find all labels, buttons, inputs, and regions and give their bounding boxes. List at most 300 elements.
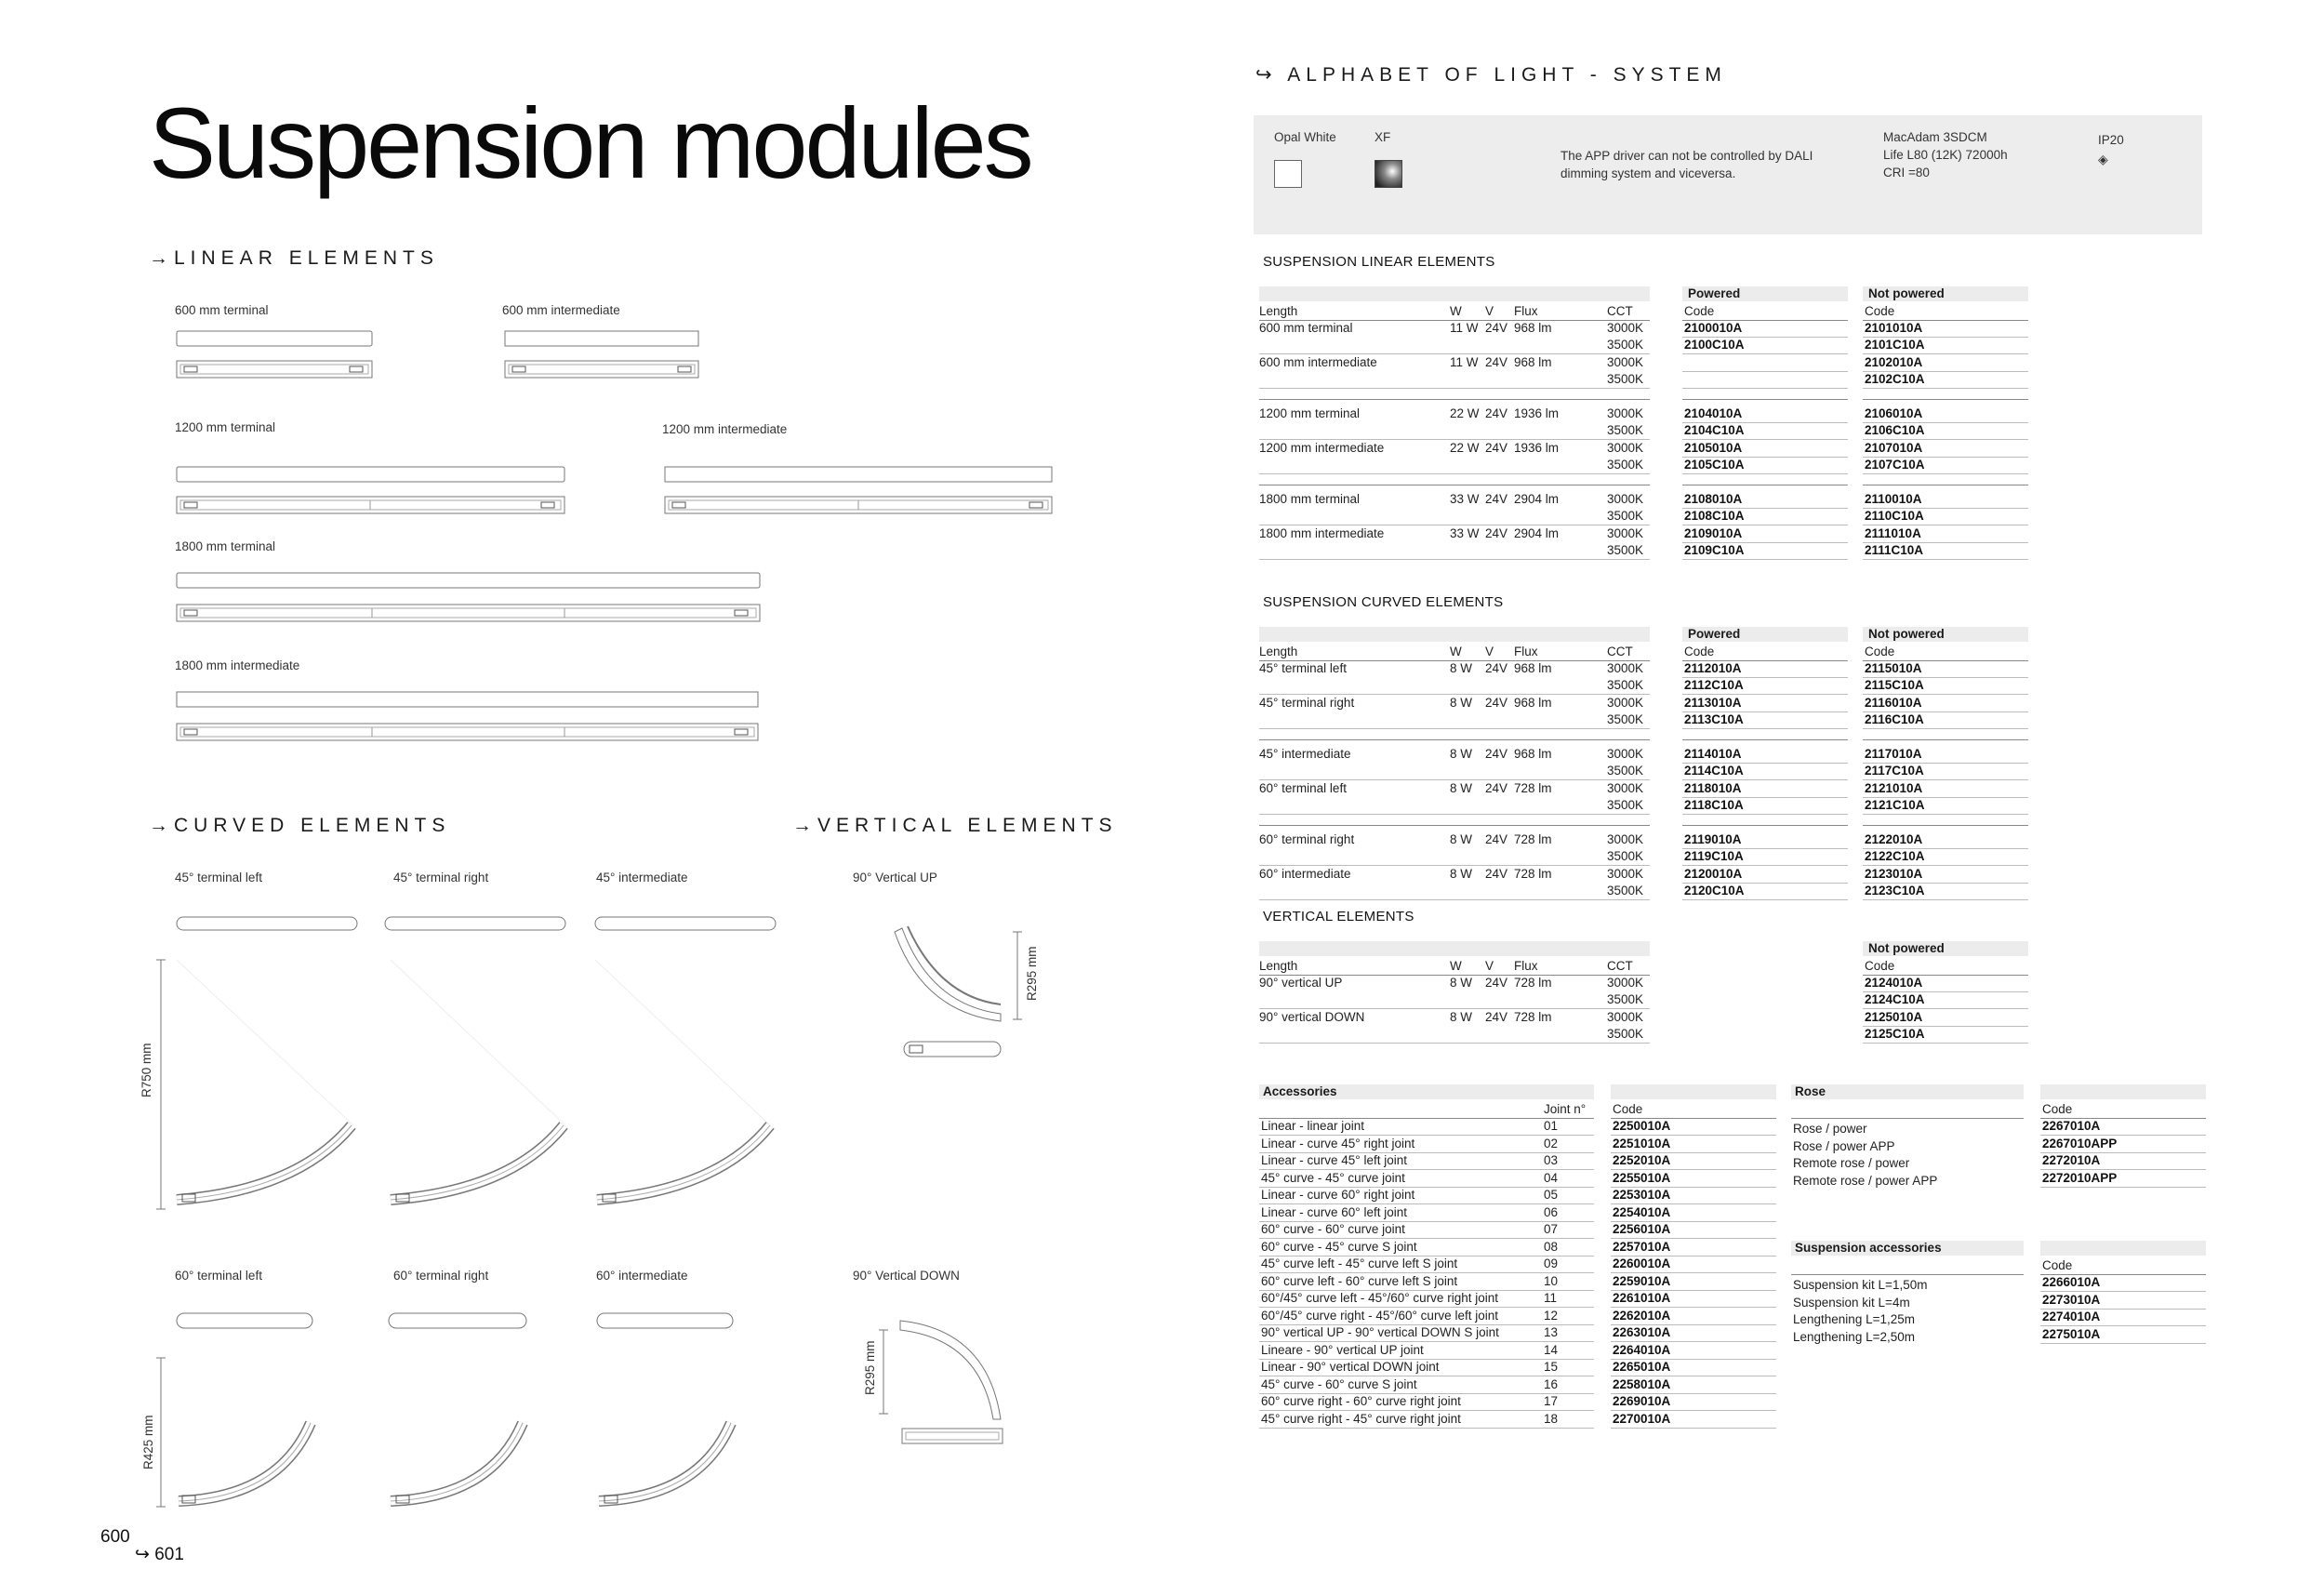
curved-row-name: 60° terminal right bbox=[1259, 832, 1355, 846]
linear-row-rule-np bbox=[1863, 473, 2028, 474]
linear-row-rule bbox=[1259, 439, 1650, 440]
suspension-accessory-item-code: 2266010A bbox=[2042, 1275, 2101, 1289]
curved-group-rule bbox=[1259, 739, 1650, 740]
curved-row-rule-p bbox=[1682, 899, 1848, 900]
vertical-table-title: VERTICAL ELEMENTS bbox=[1263, 909, 1414, 924]
accessory-name: Linear - curve 45° left joint bbox=[1261, 1153, 1407, 1167]
section-heading-linear: → LINEAR ELEMENTS bbox=[149, 247, 439, 269]
curved-row-v: 24V bbox=[1485, 747, 1508, 761]
curved-row-code-powered: 2114C10A bbox=[1684, 764, 1744, 778]
curved-row-flux: 728 lm bbox=[1514, 781, 1552, 795]
linear-row-rule bbox=[1259, 473, 1650, 474]
linear-row-rule-p bbox=[1682, 439, 1848, 440]
curved-col-w: W bbox=[1450, 645, 1462, 658]
curved-row-cct: 3000K bbox=[1607, 696, 1644, 710]
curved-row-code-not-powered: 2117010A bbox=[1865, 747, 1922, 761]
curved-col-cct: CCT bbox=[1607, 645, 1633, 658]
linear-row-code-powered: 2100C10A bbox=[1684, 338, 1745, 352]
accessory-name: Linear - curve 60° right joint bbox=[1261, 1188, 1415, 1202]
suspension-accessory-item-rule bbox=[2040, 1343, 2206, 1344]
suspension-accessory-code-band bbox=[2040, 1241, 2206, 1256]
curved-row-code-not-powered: 2115010A bbox=[1865, 661, 1922, 675]
curved-row-code-powered: 2114010A bbox=[1684, 747, 1742, 761]
curved-row-w: 8 W bbox=[1450, 696, 1473, 710]
linear-row-v: 24V bbox=[1485, 441, 1508, 455]
return-arrow-icon: ↪ bbox=[1255, 64, 1272, 86]
curved-row-code-not-powered: 2115C10A bbox=[1865, 678, 1924, 692]
linear-row-rule-np bbox=[1863, 388, 2028, 389]
suspension-accessory-item-code: 2274010A bbox=[2042, 1310, 2101, 1323]
linear-row-rule bbox=[1259, 559, 1650, 560]
vertical-table bbox=[1259, 941, 2189, 1053]
rose-header-rule bbox=[1791, 1118, 2024, 1119]
accessory-name: Linear - linear joint bbox=[1261, 1119, 1365, 1133]
linear-row-code-not-powered: 2106010A bbox=[1865, 406, 1923, 420]
linear-row-code-not-powered: 2102010A bbox=[1865, 355, 1923, 369]
vertical-row-v: 24V bbox=[1485, 1010, 1508, 1024]
vertical-row-rule bbox=[1259, 1043, 1650, 1044]
xf-swatch bbox=[1374, 160, 1402, 188]
curved-row-cct: 3500K bbox=[1607, 849, 1644, 863]
linear-row-cct: 3000K bbox=[1607, 321, 1644, 335]
curved-row-code-powered: 2118010A bbox=[1684, 781, 1742, 795]
accessory-joint: 12 bbox=[1544, 1308, 1559, 1323]
curved-group-rule-np bbox=[1863, 825, 2028, 826]
accessory-code: 2259010A bbox=[1613, 1273, 1671, 1288]
curved-row-rule-np bbox=[1863, 694, 2028, 695]
curved-row-w: 8 W bbox=[1450, 747, 1473, 761]
curved-row-code-powered: 2119C10A bbox=[1684, 849, 1744, 863]
curved-row-v: 24V bbox=[1485, 696, 1508, 710]
linear-row-cct: 3500K bbox=[1607, 543, 1644, 557]
curved-col-flux: Flux bbox=[1514, 645, 1538, 658]
cri-text: CRI =80 bbox=[1883, 166, 1930, 180]
curved-row-code-not-powered: 2116C10A bbox=[1865, 712, 1924, 726]
accessory-name: 45° curve right - 45° curve right joint bbox=[1261, 1411, 1461, 1426]
accessory-rule-code bbox=[1611, 1428, 1776, 1429]
accessory-joint: 13 bbox=[1544, 1325, 1559, 1339]
curved-row-code-powered: 2113C10A bbox=[1684, 712, 1744, 726]
linear-row-w: 22 W bbox=[1450, 406, 1480, 420]
curved-label-45-terminal-right: 45° terminal right bbox=[393, 871, 489, 884]
curved-row-cct: 3000K bbox=[1607, 832, 1644, 846]
linear-row-flux: 1936 lm bbox=[1514, 406, 1560, 420]
linear-row-flux: 2904 lm bbox=[1514, 526, 1560, 540]
curved-row-rule bbox=[1259, 899, 1650, 900]
accessory-joint: 08 bbox=[1544, 1239, 1559, 1254]
curved-row-cct: 3000K bbox=[1607, 661, 1644, 675]
accessory-name: 45° curve - 45° curve joint bbox=[1261, 1170, 1405, 1185]
linear-row-name: 1200 mm terminal bbox=[1259, 406, 1361, 420]
accessory-name: 60° curve left - 60° curve left S joint bbox=[1261, 1273, 1458, 1288]
linear-elements-drawings bbox=[0, 0, 1209, 763]
curved-group-rule-np bbox=[1863, 739, 2028, 740]
linear-600-terminal-drawing bbox=[177, 331, 372, 378]
dimension-r750: R750 mm bbox=[139, 1043, 153, 1097]
curved-row-w: 8 W bbox=[1450, 867, 1473, 881]
linear-row-cct: 3000K bbox=[1607, 441, 1644, 455]
curved-col-code-powered: Code bbox=[1684, 645, 1715, 658]
curved-row-flux: 968 lm bbox=[1514, 696, 1552, 710]
curved-row-name: 45° terminal right bbox=[1259, 696, 1355, 710]
curve-45-intermediate-drawing bbox=[595, 917, 776, 1202]
suspension-accessory-item-name: Lengthening L=2,50m bbox=[1793, 1329, 1915, 1344]
suspension-accessory-code-header: Code bbox=[2042, 1258, 2073, 1272]
curved-label-60-terminal-left: 60° terminal left bbox=[175, 1269, 262, 1283]
curved-row-flux: 968 lm bbox=[1514, 661, 1552, 675]
app-driver-note: The APP driver can not be controlled by DALI dimming system and viceversa. bbox=[1560, 149, 1813, 180]
accessory-joint: 10 bbox=[1544, 1273, 1559, 1288]
linear-row-name: 1800 mm intermediate bbox=[1259, 526, 1385, 540]
vertical-not-powered-header: Not powered bbox=[1868, 941, 1945, 955]
accessory-joint: 15 bbox=[1544, 1360, 1559, 1374]
curved-row-name: 45° intermediate bbox=[1259, 747, 1351, 761]
linear-row-v: 24V bbox=[1485, 492, 1508, 506]
curved-label-45-terminal-left: 45° terminal left bbox=[175, 871, 262, 884]
linear-row-code-powered: 2105C10A bbox=[1684, 458, 1745, 472]
linear-table-title: SUSPENSION LINEAR ELEMENTS bbox=[1263, 254, 1495, 270]
accessory-name: 90° vertical UP - 90° vertical DOWN S joint bbox=[1261, 1325, 1499, 1339]
accessory-code: 2269010A bbox=[1613, 1394, 1671, 1408]
rose-item-name: Remote rose / power bbox=[1793, 1156, 1910, 1170]
accessory-name: 60°/45° curve right - 45°/60° curve left joint bbox=[1261, 1308, 1498, 1323]
vertical-row-name: 90° vertical DOWN bbox=[1259, 1010, 1365, 1024]
rose-item-name: Remote rose / power APP bbox=[1793, 1173, 1938, 1188]
curved-powered-header: Powered bbox=[1688, 627, 1741, 641]
curved-col-code-not-powered: Code bbox=[1865, 645, 1895, 658]
linear-row-w: 11 W bbox=[1450, 355, 1479, 369]
curved-row-rule bbox=[1259, 728, 1650, 729]
linear-row-w: 11 W bbox=[1450, 321, 1479, 335]
curved-row-code-not-powered: 2116010A bbox=[1865, 696, 1922, 710]
vertical-row-cct: 3500K bbox=[1607, 1027, 1644, 1041]
dimension-r295-down: R295 mm bbox=[863, 1340, 877, 1395]
vertical-row-code-not-powered: 2125010A bbox=[1865, 1010, 1923, 1024]
linear-row-rule-p bbox=[1682, 371, 1848, 372]
linear-row-cct: 3000K bbox=[1607, 526, 1644, 540]
linear-col-length: Length bbox=[1259, 304, 1298, 318]
curved-row-code-powered: 2120010A bbox=[1684, 867, 1743, 881]
linear-row-w: 22 W bbox=[1450, 441, 1480, 455]
curved-row-cct: 3500K bbox=[1607, 764, 1644, 778]
curved-row-w: 8 W bbox=[1450, 781, 1473, 795]
vertical-row-rule-np bbox=[1863, 1043, 2028, 1044]
vertical-up-drawing bbox=[895, 926, 1022, 1057]
curved-row-v: 24V bbox=[1485, 781, 1508, 795]
accessory-joint: 16 bbox=[1544, 1376, 1559, 1391]
rose-code-band bbox=[2040, 1084, 2206, 1099]
curved-row-flux: 728 lm bbox=[1514, 867, 1552, 881]
linear-row-rule-p bbox=[1682, 559, 1848, 560]
accessory-joint: 18 bbox=[1544, 1411, 1559, 1426]
vertical-row-flux: 728 lm bbox=[1514, 976, 1552, 990]
curved-row-code-not-powered: 2121010A bbox=[1865, 781, 1923, 795]
accessory-joint: 03 bbox=[1544, 1153, 1559, 1167]
vertical-row-rule bbox=[1259, 1008, 1650, 1009]
accessory-joint: 07 bbox=[1544, 1222, 1559, 1236]
curve-60-terminal-right-drawing bbox=[389, 1313, 526, 1503]
arrow-right-icon: → bbox=[149, 815, 168, 836]
rose-item-rule bbox=[2040, 1187, 2206, 1188]
accessories-code-band bbox=[1611, 1084, 1776, 1099]
curved-row-code-powered: 2112010A bbox=[1684, 661, 1742, 675]
insulation-class-icon: ◈ bbox=[2098, 152, 2108, 166]
vertical-row-cct: 3500K bbox=[1607, 992, 1644, 1006]
linear-row-cct: 3500K bbox=[1607, 338, 1644, 352]
linear-label-600-terminal: 600 mm terminal bbox=[175, 303, 269, 317]
vertical-row-name: 90° vertical UP bbox=[1259, 976, 1343, 990]
curved-group-rule-p bbox=[1682, 825, 1848, 826]
linear-row-w: 33 W bbox=[1450, 526, 1480, 540]
dimension-r295-up: R295 mm bbox=[1025, 946, 1039, 1001]
accessory-name: Linear - curve 60° left joint bbox=[1261, 1204, 1407, 1219]
vertical-row-v: 24V bbox=[1485, 976, 1508, 990]
curved-row-cct: 3000K bbox=[1607, 867, 1644, 881]
curved-row-rule-np bbox=[1863, 865, 2028, 866]
curved-row-code-not-powered: 2123C10A bbox=[1865, 884, 1925, 898]
suspension-accessory-title: Suspension accessories bbox=[1795, 1241, 1942, 1255]
suspension-accessory-item-code: 2273010A bbox=[2042, 1292, 2101, 1307]
curved-header-band bbox=[1259, 627, 1650, 642]
accessory-code: 2263010A bbox=[1613, 1325, 1671, 1339]
accessory-joint: 05 bbox=[1544, 1188, 1559, 1202]
suspension-accessory-header-rule bbox=[1791, 1274, 2024, 1275]
curved-label-60-intermediate: 60° intermediate bbox=[596, 1269, 688, 1283]
linear-row-cct: 3000K bbox=[1607, 355, 1644, 369]
accessory-code: 2260010A bbox=[1613, 1257, 1671, 1270]
rose-title: Rose bbox=[1795, 1084, 1826, 1098]
linear-row-code-not-powered: 2111010A bbox=[1865, 526, 1921, 540]
arrow-right-icon: → bbox=[149, 247, 168, 269]
accessory-name: 60° curve - 45° curve S joint bbox=[1261, 1239, 1417, 1254]
linear-row-code-not-powered: 2110010A bbox=[1865, 492, 1922, 506]
curve-45-terminal-right-drawing bbox=[385, 917, 565, 1202]
suspension-accessories-table bbox=[1791, 1241, 2210, 1352]
accessory-name: 60° curve - 60° curve joint bbox=[1261, 1222, 1405, 1236]
accessory-name: 45° curve left - 45° curve left S joint bbox=[1261, 1257, 1458, 1270]
curved-label-60-terminal-right: 60° terminal right bbox=[393, 1269, 489, 1283]
curved-table-title: SUSPENSION CURVED ELEMENTS bbox=[1263, 594, 1504, 610]
linear-row-rule-p bbox=[1682, 353, 1848, 354]
linear-table bbox=[1259, 286, 2189, 575]
accessory-name: 60°/45° curve left - 45°/60° curve right joint bbox=[1261, 1291, 1498, 1305]
accessory-joint: 01 bbox=[1544, 1119, 1559, 1133]
accessory-code: 2264010A bbox=[1613, 1342, 1671, 1357]
curved-row-rule-p bbox=[1682, 694, 1848, 695]
curved-row-rule bbox=[1259, 865, 1650, 866]
finish-xf-label: XF bbox=[1374, 130, 1391, 144]
linear-label-1800-intermediate: 1800 mm intermediate bbox=[175, 658, 300, 672]
curved-row-code-not-powered: 2123010A bbox=[1865, 867, 1923, 881]
linear-row-v: 24V bbox=[1485, 321, 1508, 335]
linear-label-600-intermediate: 600 mm intermediate bbox=[502, 303, 620, 317]
linear-1800-intermediate-drawing bbox=[177, 692, 758, 740]
curve-60-intermediate-drawing bbox=[597, 1313, 733, 1503]
linear-row-rule-np bbox=[1863, 353, 2028, 354]
linear-col-flux: Flux bbox=[1514, 304, 1538, 318]
curved-group-rule-p bbox=[1682, 739, 1848, 740]
linear-label-1200-intermediate: 1200 mm intermediate bbox=[662, 422, 788, 436]
rose-item-name: Rose / power APP bbox=[1793, 1138, 1895, 1153]
curved-col-v: V bbox=[1485, 645, 1494, 658]
opal-white-swatch bbox=[1274, 160, 1302, 188]
curved-row-flux: 968 lm bbox=[1514, 747, 1552, 761]
linear-row-code-powered: 2108010A bbox=[1684, 492, 1743, 506]
curved-row-cct: 3500K bbox=[1607, 884, 1644, 898]
macadam-text: MacAdam 3SDCM bbox=[1883, 130, 1987, 144]
linear-row-cct: 3000K bbox=[1607, 492, 1644, 506]
curved-row-name: 45° terminal left bbox=[1259, 661, 1347, 675]
linear-row-code-powered: 2104C10A bbox=[1684, 423, 1745, 437]
curved-row-code-not-powered: 2122010A bbox=[1865, 832, 1923, 846]
accessory-code: 2253010A bbox=[1613, 1188, 1671, 1202]
accessory-name: 60° curve right - 60° curve right joint bbox=[1261, 1394, 1461, 1408]
vertical-row-cct: 3000K bbox=[1607, 1010, 1644, 1024]
curved-row-v: 24V bbox=[1485, 832, 1508, 846]
linear-row-name: 1200 mm intermediate bbox=[1259, 441, 1385, 455]
curved-row-name: 60° intermediate bbox=[1259, 867, 1351, 881]
linear-row-name: 600 mm intermediate bbox=[1259, 355, 1377, 369]
curved-row-cct: 3000K bbox=[1607, 781, 1644, 795]
vertical-label-up: 90° Vertical UP bbox=[853, 871, 937, 884]
curved-row-w: 8 W bbox=[1450, 832, 1473, 846]
accessories-joint-header: Joint n° bbox=[1544, 1102, 1587, 1116]
page-title: Suspension modules bbox=[149, 86, 1031, 199]
linear-row-v: 24V bbox=[1485, 355, 1508, 369]
curved-table bbox=[1259, 627, 2189, 897]
dimension-r425: R425 mm bbox=[141, 1415, 155, 1469]
suspension-accessory-item-name: Lengthening L=1,25m bbox=[1793, 1312, 1915, 1326]
curved-row-flux: 728 lm bbox=[1514, 832, 1552, 846]
curved-row-rule-np bbox=[1863, 728, 2028, 729]
accessories-table bbox=[1259, 1084, 1780, 1438]
curved-row-code-not-powered: 2117C10A bbox=[1865, 764, 1924, 778]
linear-row-code-powered: 2100010A bbox=[1684, 321, 1743, 335]
accessory-name: Linear - 90° vertical DOWN joint bbox=[1261, 1360, 1440, 1374]
linear-label-1200-terminal: 1200 mm terminal bbox=[175, 420, 276, 434]
curved-row-v: 24V bbox=[1485, 661, 1508, 675]
vertical-row-flux: 728 lm bbox=[1514, 1010, 1552, 1024]
curved-row-rule bbox=[1259, 814, 1650, 815]
linear-row-flux: 968 lm bbox=[1514, 321, 1552, 335]
linear-row-code-not-powered: 2107C10A bbox=[1865, 458, 1925, 472]
linear-row-v: 24V bbox=[1485, 406, 1508, 420]
accessory-joint: 09 bbox=[1544, 1257, 1559, 1270]
linear-row-code-powered: 2105010A bbox=[1684, 441, 1743, 455]
accessory-joint: 02 bbox=[1544, 1136, 1559, 1150]
vertical-col-code-not-powered: Code bbox=[1865, 959, 1895, 973]
linear-row-name: 1800 mm terminal bbox=[1259, 492, 1361, 506]
linear-row-code-not-powered: 2110C10A bbox=[1865, 509, 1924, 523]
accessory-code: 2258010A bbox=[1613, 1376, 1671, 1391]
curved-row-rule bbox=[1259, 779, 1650, 780]
linear-row-code-powered: 2109C10A bbox=[1684, 543, 1745, 557]
vertical-row-code-not-powered: 2125C10A bbox=[1865, 1027, 1925, 1041]
accessory-joint: 06 bbox=[1544, 1204, 1559, 1219]
accessory-code: 2254010A bbox=[1613, 1204, 1671, 1219]
accessory-joint: 14 bbox=[1544, 1342, 1559, 1357]
curved-row-code-not-powered: 2121C10A bbox=[1865, 798, 1925, 812]
vertical-col-flux: Flux bbox=[1514, 959, 1538, 973]
vertical-col-length: Length bbox=[1259, 959, 1298, 973]
accessory-name: 45° curve - 60° curve S joint bbox=[1261, 1376, 1417, 1391]
linear-row-rule-p bbox=[1682, 388, 1848, 389]
vertical-col-w: W bbox=[1450, 959, 1462, 973]
rose-band bbox=[1791, 1084, 2024, 1099]
accessory-code: 2251010A bbox=[1613, 1136, 1671, 1150]
rose-item-name: Rose / power bbox=[1793, 1122, 1867, 1136]
linear-1800-terminal-drawing bbox=[177, 573, 760, 621]
linear-row-code-powered: 2109010A bbox=[1684, 526, 1743, 540]
suspension-accessory-item-name: Suspension kit L=4m bbox=[1793, 1295, 1910, 1310]
accessory-code: 2262010A bbox=[1613, 1308, 1671, 1323]
curved-row-name: 60° terminal left bbox=[1259, 781, 1347, 795]
curved-row-code-powered: 2113010A bbox=[1684, 696, 1742, 710]
arrow-right-icon: → bbox=[792, 815, 812, 836]
curved-row-code-powered: 2118C10A bbox=[1684, 798, 1744, 812]
linear-row-flux: 1936 lm bbox=[1514, 441, 1560, 455]
system-heading: ↪ ALPHABET OF LIGHT - SYSTEM bbox=[1255, 64, 1727, 86]
vertical-row-code-not-powered: 2124010A bbox=[1865, 976, 1923, 990]
linear-powered-header: Powered bbox=[1688, 286, 1741, 300]
curved-row-cct: 3000K bbox=[1607, 747, 1644, 761]
linear-row-flux: 968 lm bbox=[1514, 355, 1552, 369]
curved-row-w: 8 W bbox=[1450, 661, 1473, 675]
curved-group-rule bbox=[1259, 825, 1650, 826]
curved-row-rule bbox=[1259, 694, 1650, 695]
vertical-label-down: 90° Vertical DOWN bbox=[853, 1269, 960, 1283]
vertical-row-rule-np bbox=[1863, 1008, 2028, 1009]
curved-row-rule-p bbox=[1682, 728, 1848, 729]
curve-45-terminal-left-drawing bbox=[156, 917, 357, 1209]
curved-row-cct: 3500K bbox=[1607, 712, 1644, 726]
linear-row-code-not-powered: 2111C10A bbox=[1865, 543, 1924, 557]
linear-col-cct: CCT bbox=[1607, 304, 1633, 318]
linear-header-band bbox=[1259, 286, 1650, 301]
linear-1200-intermediate-drawing bbox=[665, 467, 1052, 513]
linear-col-v: V bbox=[1485, 304, 1494, 318]
linear-row-code-not-powered: 2106C10A bbox=[1865, 423, 1925, 437]
suspension-accessory-item-name: Suspension kit L=1,50m bbox=[1793, 1278, 1928, 1292]
vertical-down-drawing bbox=[879, 1321, 1003, 1443]
vertical-row-cct: 3000K bbox=[1607, 976, 1644, 990]
section-heading-vertical: → VERTICAL ELEMENTS bbox=[792, 815, 1118, 836]
linear-row-rule-np bbox=[1863, 559, 2028, 560]
linear-row-rule bbox=[1259, 353, 1650, 354]
accessory-code: 2265010A bbox=[1613, 1360, 1671, 1374]
accessory-code: 2257010A bbox=[1613, 1239, 1671, 1254]
curved-row-rule-np bbox=[1863, 899, 2028, 900]
linear-row-cct: 3500K bbox=[1607, 423, 1644, 437]
accessory-joint: 17 bbox=[1544, 1394, 1559, 1408]
life-text: Life L80 (12K) 72000h bbox=[1883, 148, 2008, 162]
curved-row-code-powered: 2120C10A bbox=[1684, 884, 1745, 898]
linear-group-rule bbox=[1259, 399, 1650, 400]
linear-row-code-powered: 2108C10A bbox=[1684, 509, 1745, 523]
linear-row-rule bbox=[1259, 388, 1650, 389]
accessory-code: 2255010A bbox=[1613, 1170, 1671, 1185]
linear-col-code-not-powered: Code bbox=[1865, 304, 1895, 318]
curved-row-rule-p bbox=[1682, 814, 1848, 815]
page-number-right: ↪ 601 bbox=[135, 1545, 184, 1564]
curved-col-length: Length bbox=[1259, 645, 1298, 658]
vertical-col-cct: CCT bbox=[1607, 959, 1633, 973]
linear-600-intermediate-drawing bbox=[505, 331, 698, 378]
linear-row-cct: 3500K bbox=[1607, 458, 1644, 472]
rose-item-code: 2272010A bbox=[2042, 1153, 2101, 1167]
curved-row-v: 24V bbox=[1485, 867, 1508, 881]
vertical-row-w: 8 W bbox=[1450, 1010, 1473, 1024]
